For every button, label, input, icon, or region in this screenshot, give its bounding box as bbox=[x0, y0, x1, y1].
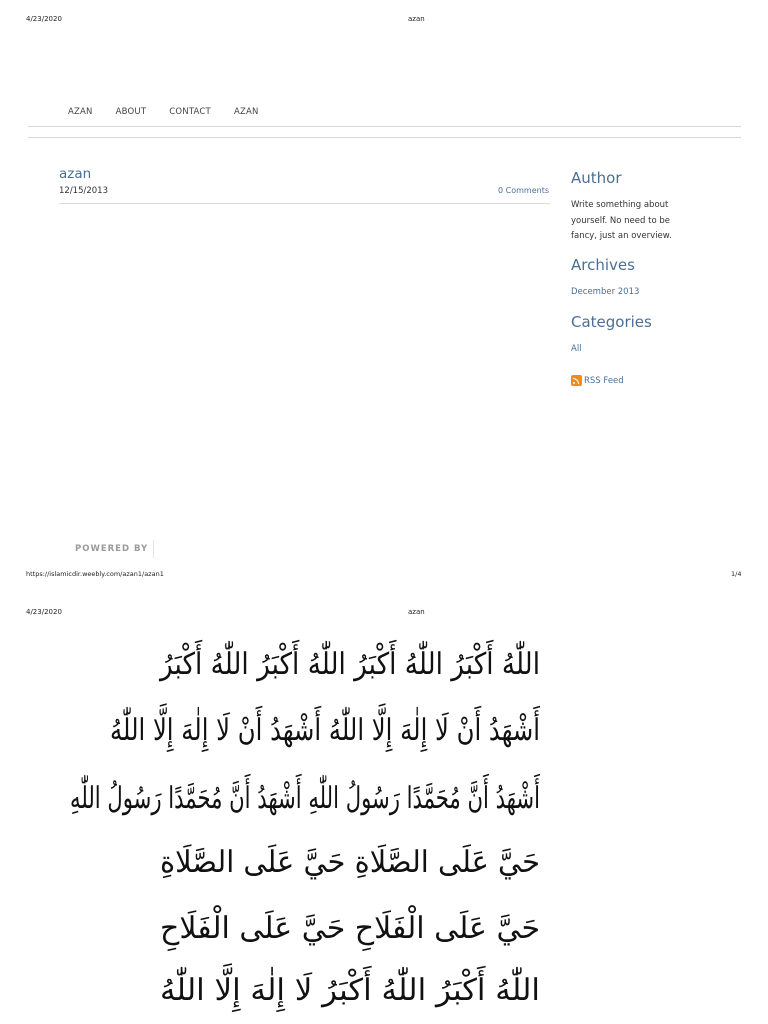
azan-line: أَشْهَدُ أَنَّ مُحَمَّدًا رَسُولُ اللّٰهِ أَشْهَدُ أَنَّ مُحَمَّدًا رَسُولُ اللّٰهِ bbox=[70, 781, 738, 816]
nav-divider-lower bbox=[28, 137, 741, 138]
comments-link[interactable]: 0 Comments bbox=[498, 186, 549, 195]
category-link-all[interactable]: All bbox=[571, 344, 582, 354]
author-heading: Author bbox=[571, 169, 622, 187]
azan-line: حَيَّ عَلَى الْفَلَاحِ حَيَّ عَلَى الْفَلَاحِ bbox=[160, 911, 541, 946]
author-text: Write something about yourself. No need to be fancy, just an overview. bbox=[571, 200, 672, 241]
powered-by-divider bbox=[153, 540, 154, 558]
nav-item-about[interactable]: ABOUT bbox=[115, 107, 147, 117]
azan-line: اللّٰهُ أَكْبَرُ اللّٰهُ أَكْبَرُ لَا إِلٰهَ إِلَّا اللّٰهُ bbox=[160, 973, 530, 1008]
powered-by-label[interactable]: POWERED BY bbox=[75, 544, 149, 554]
post-divider bbox=[59, 203, 550, 204]
azan-line: حَيَّ عَلَى الصَّلَاةِ حَيَّ عَلَى الصَّلَاةِ bbox=[160, 845, 555, 880]
azan-line: اللّٰهُ أَكْبَرُ اللّٰهُ أَكْبَرُ اللّٰهُ أَكْبَرُ اللّٰهُ أَكْبَرُ bbox=[160, 647, 594, 682]
print-url: https://islamicdir.weebly.com/azan1/azan1 bbox=[26, 570, 164, 578]
print-date: 4/23/2020 bbox=[26, 15, 62, 23]
rss-feed-label: RSS Feed bbox=[584, 375, 624, 386]
nav-divider bbox=[28, 126, 741, 127]
rss-feed-link[interactable] bbox=[571, 375, 624, 386]
post-title[interactable]: azan bbox=[59, 166, 92, 182]
archive-link-december-2013[interactable]: December 2013 bbox=[571, 287, 640, 297]
print-title: azan bbox=[408, 15, 425, 23]
azan-line: أَشْهَدُ أَنْ لَا إِلٰهَ إِلَّا اللّٰهُ أَشْهَدُ أَنْ لَا إِلٰهَ إِلَّا اللّٰهُ bbox=[110, 713, 641, 748]
nav-item-azan[interactable]: AZAN bbox=[68, 107, 93, 117]
azan-calligraphy-image bbox=[60, 628, 738, 1020]
rss-icon bbox=[571, 375, 582, 386]
archives-heading: Archives bbox=[571, 256, 635, 274]
post-date: 12/15/2013 bbox=[59, 186, 108, 196]
print-title-page-2: azan bbox=[408, 608, 425, 616]
print-date-page-2: 4/23/2020 bbox=[26, 608, 62, 616]
print-page-number: 1/4 bbox=[731, 570, 742, 578]
main-nav bbox=[68, 107, 259, 117]
categories-heading: Categories bbox=[571, 313, 652, 331]
nav-item-contact[interactable]: CONTACT bbox=[169, 107, 211, 117]
nav-item-azan-2[interactable]: AZAN bbox=[233, 107, 259, 117]
